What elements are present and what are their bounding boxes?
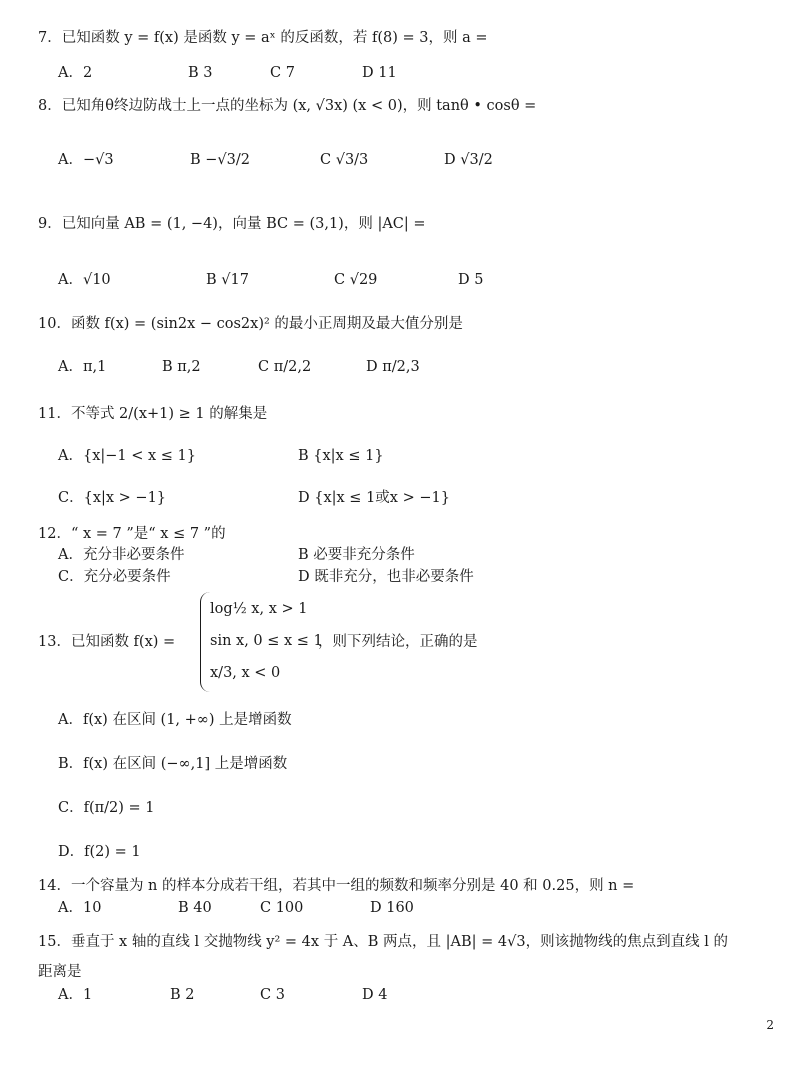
q11-option-d: D {x|x ≤ 1或x > −1}: [298, 490, 450, 506]
q14-option-d: D 160: [370, 900, 414, 916]
page-number: 2: [766, 1018, 774, 1032]
q10-option-b: B π,2: [162, 359, 201, 375]
q9-option-c: C √29: [334, 272, 378, 288]
q13-stem-prefix: 13．已知函数 f(x) =: [38, 634, 176, 650]
q15-stem: 15．垂直于 x 轴的直线 l 交抛物线 y² = 4x 于 A、B 两点，且 |AB| = 4√3，则该抛物线的焦点到直线 l 的: [38, 934, 728, 950]
q15-option-a: A．1: [58, 987, 93, 1003]
q9-option-b: B √17: [206, 272, 249, 288]
q11-option-c: C．{x|x > −1}: [58, 490, 167, 506]
q10-option-c: C π/2,2: [258, 359, 312, 375]
q13-option-a: A．f(x) 在区间 (1, +∞) 上是增函数: [58, 712, 292, 728]
q8-option-a: A．−√3: [58, 152, 114, 168]
q10-stem: 10．函数 f(x) = (sin2x − cos2x)² 的最小正周期及最大值分别是: [38, 316, 463, 332]
q12-option-b: B 必要非充分条件: [298, 547, 415, 563]
q7-option-c: C 7: [270, 65, 295, 81]
q14-option-a: A．10: [58, 900, 102, 916]
q10-option-a: A．π,1: [58, 359, 107, 375]
q14-option-c: C 100: [260, 900, 304, 916]
q11-option-b: B {x|x ≤ 1}: [298, 448, 384, 464]
q15-option-c: C 3: [260, 987, 285, 1003]
q13-case-2: sin x, 0 ≤ x ≤ 1: [210, 633, 323, 649]
q14-stem: 14．一个容量为 n 的样本分成若干组，若其中一组的频数和频率分别是 40 和 0.25，则 n =: [38, 878, 635, 894]
q9-option-a: A．√10: [58, 272, 111, 288]
q12-option-a: A．充分非必要条件: [58, 547, 185, 563]
q8-option-c: C √3/3: [320, 152, 369, 168]
q13-case-3: x/3, x < 0: [210, 665, 281, 681]
q15-option-d: D 4: [362, 987, 388, 1003]
q7-option-d: D 11: [362, 65, 397, 81]
q7-stem: 7．已知函数 y = f(x) 是函数 y = aˣ 的反函数，若 f(8) = 3，则 a =: [38, 30, 488, 46]
q11-stem: 11．不等式 2/(x+1) ≥ 1 的解集是: [38, 406, 268, 422]
q8-option-b: B −√3/2: [190, 152, 250, 168]
q13-option-c: C．f(π/2) = 1: [58, 800, 155, 816]
q10-option-d: D π/2,3: [366, 359, 420, 375]
q12-option-d: D 既非充分，也非必要条件: [298, 569, 474, 585]
q8-option-d: D √3/2: [444, 152, 493, 168]
q13-case-1: log½ x, x > 1: [210, 601, 308, 617]
q13-option-d: D．f(2) = 1: [58, 844, 141, 860]
q8-stem: 8．已知角θ终边防战士上一点的坐标为 (x, √3x) (x < 0)，则 tanθ • cosθ =: [38, 98, 537, 114]
q13-stem-suffix: ，则下列结论，正确的是: [318, 634, 478, 650]
q7-option-b: B 3: [188, 65, 213, 81]
q13-option-b: B．f(x) 在区间 (−∞,1] 上是增函数: [58, 756, 288, 772]
q7-option-a: A．2: [58, 65, 93, 81]
q9-option-d: D 5: [458, 272, 484, 288]
q11-option-a: A．{x|−1 < x ≤ 1}: [58, 448, 196, 464]
q15-option-b: B 2: [170, 987, 195, 1003]
q12-stem: 12．“ x = 7 ”是“ x ≤ 7 ”的: [38, 526, 226, 542]
q12-option-c: C．充分必要条件: [58, 569, 171, 585]
q15-stem-continued: 距离是: [38, 964, 82, 980]
q14-option-b: B 40: [178, 900, 212, 916]
q9-stem: 9．已知向量 AB = (1, −4)，向量 BC = (3,1)，则 |AC| =: [38, 216, 426, 232]
